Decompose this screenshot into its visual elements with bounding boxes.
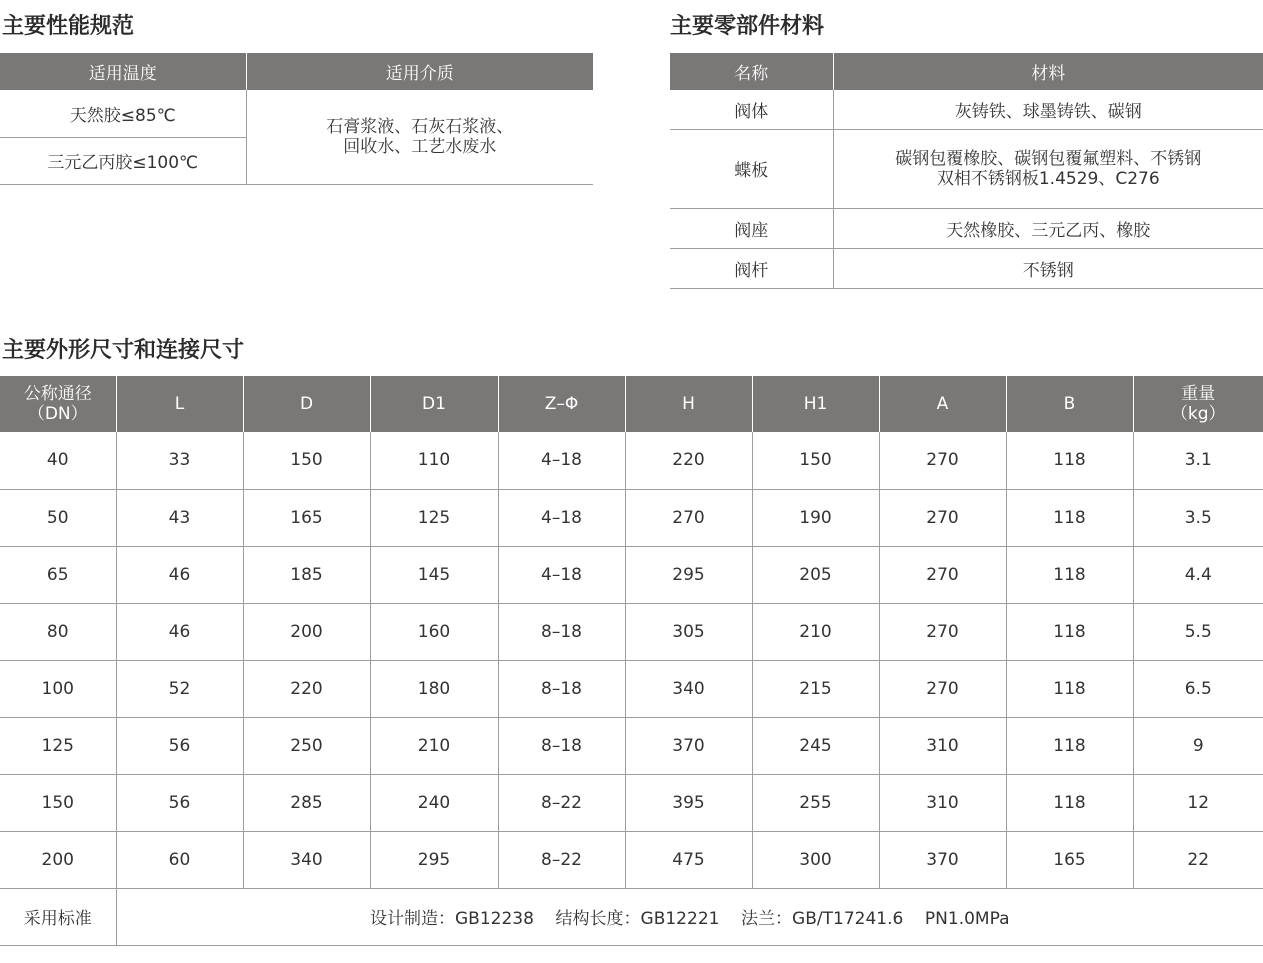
dim-cell: 8–18 — [498, 717, 625, 774]
standard-value: 设计制造：GB12238 结构长度：GB12221 法兰：GB/T17241.6 PN1.0MPa — [116, 888, 1263, 945]
dim-cell: 245 — [752, 717, 879, 774]
dim-cell: 300 — [752, 831, 879, 888]
dim-cell: 118 — [1006, 717, 1133, 774]
table-row — [0, 603, 1263, 660]
dim-cell: 118 — [1006, 546, 1133, 603]
dim-cell: 215 — [752, 660, 879, 717]
table-row — [0, 489, 1263, 546]
dim-header-a: A — [879, 376, 1006, 432]
dim-header-line: 公称通径 — [23, 384, 92, 404]
dimensions-body — [0, 432, 1263, 888]
dim-header-line: （DN） — [27, 404, 88, 424]
dim-cell: 50 — [0, 489, 116, 546]
perf-temp-cell: 天然胶≤85℃ — [0, 90, 246, 137]
materials-title: 主要零部件材料 — [670, 14, 825, 39]
dim-cell: 3.1 — [1133, 432, 1263, 489]
dim-cell: 475 — [625, 831, 752, 888]
dim-cell: 8–18 — [498, 603, 625, 660]
dim-cell: 4–18 — [498, 432, 625, 489]
dim-cell: 160 — [370, 603, 498, 660]
dim-cell: 118 — [1006, 603, 1133, 660]
dim-header-line: 重量 — [1181, 384, 1216, 404]
dim-cell: 180 — [370, 660, 498, 717]
dim-cell: 3.5 — [1133, 489, 1263, 546]
dim-cell: 4.4 — [1133, 546, 1263, 603]
perf-header-medium: 适用介质 — [246, 53, 593, 90]
perf-medium-line: 回收水、工艺水废水 — [343, 136, 497, 157]
dim-cell: 250 — [243, 717, 370, 774]
dim-cell: 150 — [752, 432, 879, 489]
material-value-cell — [833, 129, 1263, 208]
table-row — [0, 432, 1263, 489]
dim-cell: 220 — [243, 660, 370, 717]
dim-cell: 270 — [625, 489, 752, 546]
dim-cell: 8–22 — [498, 831, 625, 888]
dim-cell: 46 — [116, 603, 243, 660]
dim-header-l: L — [116, 376, 243, 432]
dim-cell: 310 — [879, 774, 1006, 831]
dim-cell: 80 — [0, 603, 116, 660]
table-row — [0, 717, 1263, 774]
dimensions-title: 主要外形尺寸和连接尺寸 — [2, 338, 245, 363]
dim-cell: 5.5 — [1133, 603, 1263, 660]
dim-cell: 270 — [879, 603, 1006, 660]
dim-cell: 270 — [879, 489, 1006, 546]
dim-cell: 118 — [1006, 489, 1133, 546]
dim-cell: 118 — [1006, 432, 1133, 489]
dim-cell: 9 — [1133, 717, 1263, 774]
dim-cell: 150 — [0, 774, 116, 831]
dim-header-dn — [0, 376, 116, 432]
dim-cell: 65 — [0, 546, 116, 603]
dim-cell: 295 — [370, 831, 498, 888]
dim-cell: 22 — [1133, 831, 1263, 888]
perf-medium-line: 石膏浆液、石灰石浆液、 — [326, 116, 514, 137]
material-name-cell: 阀体 — [670, 90, 833, 129]
perf-temp-cell: 三元乙丙胶≤100℃ — [0, 137, 246, 184]
dim-cell: 6.5 — [1133, 660, 1263, 717]
dim-cell: 340 — [625, 660, 752, 717]
dim-cell: 220 — [625, 432, 752, 489]
material-value-cell: 天然橡胶、三元乙丙、橡胶 — [833, 208, 1263, 248]
dim-cell: 210 — [370, 717, 498, 774]
dim-cell: 205 — [752, 546, 879, 603]
material-value-line: 双相不锈钢板1.4529、C276 — [936, 168, 1160, 189]
materials-table — [670, 53, 1263, 289]
dim-cell: 8–22 — [498, 774, 625, 831]
dim-header-h: H — [625, 376, 752, 432]
dim-cell: 150 — [243, 432, 370, 489]
material-name-cell: 蝶板 — [670, 129, 833, 208]
dim-cell: 200 — [0, 831, 116, 888]
material-value-line: 碳钢包覆橡胶、碳钢包覆氟塑料、不锈钢 — [895, 148, 1202, 169]
table-row — [0, 546, 1263, 603]
dim-cell: 240 — [370, 774, 498, 831]
dim-cell: 125 — [0, 717, 116, 774]
dim-cell: 56 — [116, 717, 243, 774]
perf-header-temp: 适用温度 — [0, 53, 246, 90]
dim-cell: 165 — [1006, 831, 1133, 888]
dim-cell: 185 — [243, 546, 370, 603]
dim-cell: 165 — [243, 489, 370, 546]
dim-cell: 210 — [752, 603, 879, 660]
dim-cell: 33 — [116, 432, 243, 489]
perf-title: 主要性能规范 — [2, 14, 135, 39]
dim-cell: 190 — [752, 489, 879, 546]
dim-header-h1: H1 — [752, 376, 879, 432]
dim-header-z-phi: Z–Φ — [498, 376, 625, 432]
table-row — [0, 660, 1263, 717]
dim-header-line: （kg） — [1170, 404, 1226, 424]
dim-cell: 370 — [879, 831, 1006, 888]
dim-cell: 8–18 — [498, 660, 625, 717]
dim-cell: 100 — [0, 660, 116, 717]
material-value-cell: 不锈钢 — [833, 248, 1263, 288]
dim-cell: 110 — [370, 432, 498, 489]
dim-cell: 4–18 — [498, 489, 625, 546]
dim-cell: 255 — [752, 774, 879, 831]
dim-cell: 310 — [879, 717, 1006, 774]
materials-header-name: 名称 — [670, 53, 833, 90]
dim-cell: 295 — [625, 546, 752, 603]
dim-cell: 12 — [1133, 774, 1263, 831]
dim-cell: 46 — [116, 546, 243, 603]
dim-cell: 200 — [243, 603, 370, 660]
dim-cell: 370 — [625, 717, 752, 774]
perf-medium-cell — [246, 90, 593, 184]
material-name-cell: 阀杆 — [670, 248, 833, 288]
dim-cell: 285 — [243, 774, 370, 831]
table-row — [0, 831, 1263, 888]
table-row — [0, 774, 1263, 831]
dim-cell: 118 — [1006, 660, 1133, 717]
material-name-cell: 阀座 — [670, 208, 833, 248]
dim-cell: 270 — [879, 660, 1006, 717]
dim-cell: 270 — [879, 546, 1006, 603]
dim-cell: 125 — [370, 489, 498, 546]
dimensions-table — [0, 376, 1263, 946]
material-value-cell: 灰铸铁、球墨铸铁、碳钢 — [833, 90, 1263, 129]
standard-label: 采用标准 — [0, 888, 116, 945]
dim-cell: 270 — [879, 432, 1006, 489]
dim-cell: 43 — [116, 489, 243, 546]
materials-header-material: 材料 — [833, 53, 1263, 90]
perf-table — [0, 53, 593, 185]
dim-cell: 340 — [243, 831, 370, 888]
dim-header-weight — [1133, 376, 1263, 432]
dim-cell: 52 — [116, 660, 243, 717]
dim-cell: 40 — [0, 432, 116, 489]
dim-cell: 4–18 — [498, 546, 625, 603]
dim-header-d1: D1 — [370, 376, 498, 432]
dim-cell: 56 — [116, 774, 243, 831]
dim-cell: 395 — [625, 774, 752, 831]
dim-cell: 145 — [370, 546, 498, 603]
dim-cell: 305 — [625, 603, 752, 660]
dim-cell: 118 — [1006, 774, 1133, 831]
dim-cell: 60 — [116, 831, 243, 888]
dim-header-d: D — [243, 376, 370, 432]
dim-header-b: B — [1006, 376, 1133, 432]
